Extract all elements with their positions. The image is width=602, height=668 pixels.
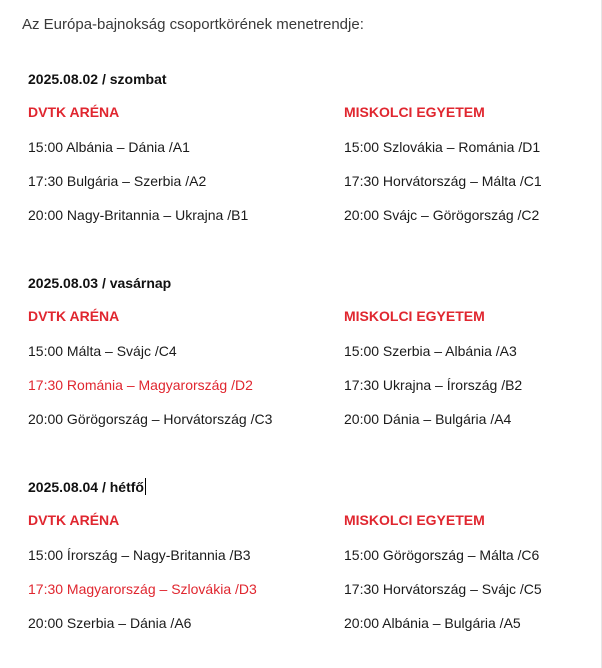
venue-column-egyetem [344, 510, 602, 633]
venue-name: DVTK ARÉNA [28, 104, 120, 120]
venue-column-dvtk [28, 306, 328, 429]
day-block-1 [28, 69, 588, 223]
match-item: 20:00 Dánia – Bulgária /A4 [344, 411, 512, 427]
day-title: 2025.08.02 / szombat [28, 71, 167, 87]
day-block-2 [28, 273, 588, 427]
day-title-text: 2025.08.04 / hétfő [28, 479, 144, 495]
match-item: 20:00 Görögország – Horvátország /C3 [28, 411, 273, 427]
match-item: 17:30 Horvátország – Málta /C1 [344, 173, 542, 189]
text-cursor [145, 478, 146, 495]
match-item-highlighted: 17:30 Románia – Magyarország /D2 [28, 377, 253, 393]
match-item: 17:30 Horvátország – Svájc /C5 [344, 581, 542, 597]
venue-column-dvtk [28, 102, 328, 225]
match-item: 20:00 Svájc – Görögország /C2 [344, 207, 540, 223]
match-item: 20:00 Szerbia – Dánia /A6 [28, 615, 192, 631]
match-item: 20:00 Nagy-Britannia – Ukrajna /B1 [28, 207, 249, 223]
day-title: 2025.08.03 / vasárnap [28, 275, 172, 291]
match-item-highlighted: 17:30 Magyarország – Szlovákia /D3 [28, 581, 257, 597]
venue-name: DVTK ARÉNA [28, 308, 120, 324]
match-item: 15:00 Görögország – Málta /C6 [344, 547, 540, 563]
venue-column-dvtk [28, 510, 328, 633]
match-item: 17:30 Ukrajna – Írország /B2 [344, 377, 523, 393]
venue-name: DVTK ARÉNA [28, 512, 120, 528]
venue-name: MISKOLCI EGYETEM [344, 308, 485, 324]
match-item: 15:00 Szlovákia – Románia /D1 [344, 139, 541, 155]
intro-text: Az Európa-bajnokság csoportkörének menetrendje: [22, 16, 364, 33]
match-item: 15:00 Albánia – Dánia /A1 [28, 139, 190, 155]
match-item: 15:00 Írország – Nagy-Britannia /B3 [28, 547, 251, 563]
match-item: 17:30 Bulgária – Szerbia /A2 [28, 173, 207, 189]
venue-column-egyetem [344, 102, 602, 225]
match-item: 15:00 Málta – Svájc /C4 [28, 343, 177, 359]
day-title[interactable] [28, 477, 588, 497]
match-item: 20:00 Albánia – Bulgária /A5 [344, 615, 521, 631]
venue-name: MISKOLCI EGYETEM [344, 104, 485, 120]
venue-name: MISKOLCI EGYETEM [344, 512, 485, 528]
venue-column-egyetem [344, 306, 602, 429]
day-block-3 [28, 477, 588, 631]
match-item: 15:00 Szerbia – Albánia /A3 [344, 343, 517, 359]
